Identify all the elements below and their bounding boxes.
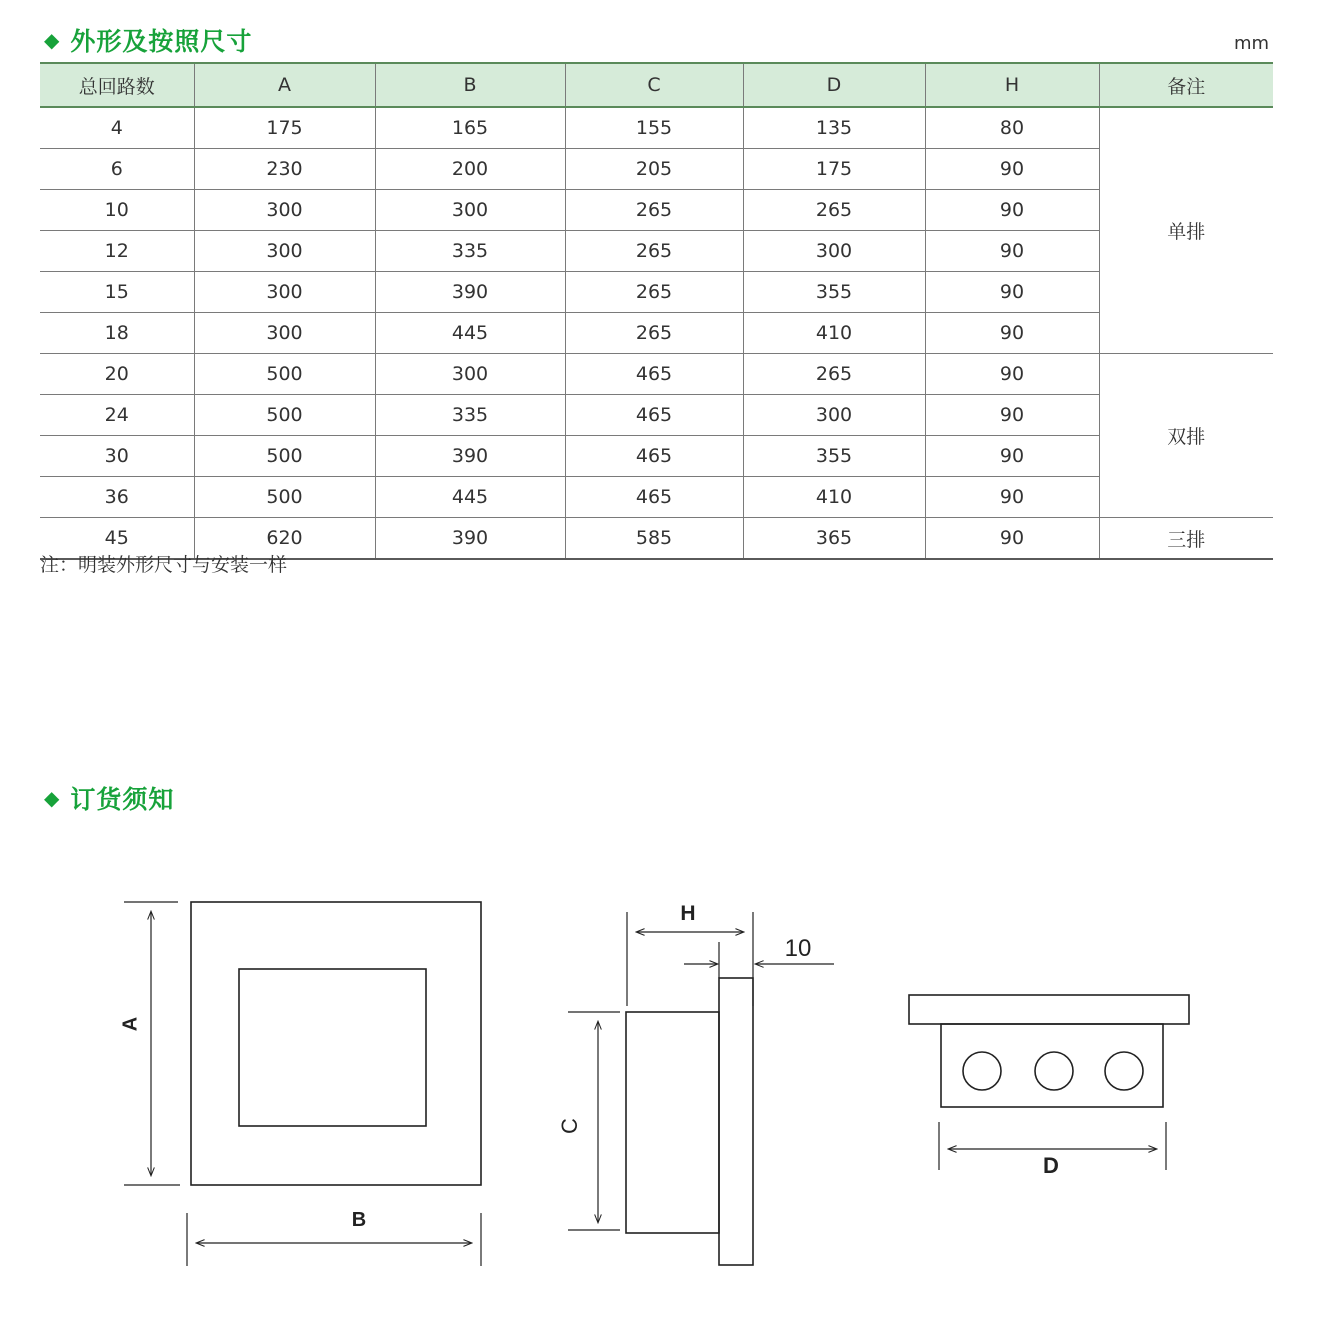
front-outer-frame	[191, 902, 481, 1185]
cell-d: 365	[743, 518, 925, 560]
cell-h: 90	[925, 272, 1099, 313]
cell-d: 135	[743, 107, 925, 149]
dimension-label-h: H	[680, 902, 696, 925]
cell-b: 200	[375, 149, 565, 190]
cell-a: 500	[194, 395, 375, 436]
diamond-bullet-icon: ◆	[44, 786, 61, 810]
cell-c: 465	[565, 436, 743, 477]
cell-d: 410	[743, 477, 925, 518]
header-h: H	[925, 63, 1099, 107]
remark-double-row: 双排	[1099, 354, 1273, 518]
cell-a: 300	[194, 272, 375, 313]
cell-circuits: 24	[40, 395, 194, 436]
section-title-text: 外形及按照尺寸	[70, 27, 253, 56]
cell-circuits: 12	[40, 231, 194, 272]
cell-d: 300	[743, 231, 925, 272]
cell-d: 410	[743, 313, 925, 354]
cell-h: 90	[925, 190, 1099, 231]
side-panel-plate	[719, 978, 753, 1265]
cell-h: 90	[925, 477, 1099, 518]
cell-h: 90	[925, 436, 1099, 477]
dimension-label-10: 10	[784, 935, 812, 962]
cell-c: 465	[565, 477, 743, 518]
cell-circuits: 36	[40, 477, 194, 518]
top-cover-plate	[909, 995, 1189, 1024]
cell-a: 500	[194, 436, 375, 477]
cell-a: 300	[194, 190, 375, 231]
cell-c: 205	[565, 149, 743, 190]
cell-a: 300	[194, 231, 375, 272]
cell-a: 300	[194, 313, 375, 354]
front-inner-panel	[239, 969, 426, 1126]
cell-h: 90	[925, 354, 1099, 395]
cell-c: 265	[565, 272, 743, 313]
cell-c: 155	[565, 107, 743, 149]
cell-a: 500	[194, 354, 375, 395]
cell-d: 355	[743, 272, 925, 313]
cell-b: 335	[375, 231, 565, 272]
cell-h: 90	[925, 231, 1099, 272]
cell-a: 500	[194, 477, 375, 518]
cell-circuits: 45	[40, 518, 194, 560]
cell-b: 445	[375, 477, 565, 518]
cell-d: 265	[743, 354, 925, 395]
cell-h: 90	[925, 395, 1099, 436]
cell-b: 390	[375, 518, 565, 560]
cell-circuits: 4	[40, 107, 194, 149]
cell-c: 465	[565, 395, 743, 436]
dimension-label-a: A	[119, 1016, 142, 1032]
header-a: A	[194, 63, 375, 107]
cell-circuits: 6	[40, 149, 194, 190]
cell-b: 390	[375, 436, 565, 477]
knockout-hole-icon	[1105, 1052, 1143, 1090]
header-b: B	[375, 63, 565, 107]
cell-d: 300	[743, 395, 925, 436]
unit-label: mm	[1234, 33, 1270, 54]
top-box-body	[941, 1024, 1163, 1107]
header-d: D	[743, 63, 925, 107]
front-view-drawing	[124, 902, 481, 1266]
cell-c: 265	[565, 190, 743, 231]
cell-c: 465	[565, 354, 743, 395]
cell-c: 585	[565, 518, 743, 560]
cell-h: 90	[925, 313, 1099, 354]
header-circuits: 总回路数	[40, 63, 194, 107]
dimension-label-c: C	[556, 1118, 582, 1134]
cell-h: 90	[925, 149, 1099, 190]
cell-b: 335	[375, 395, 565, 436]
cell-d: 355	[743, 436, 925, 477]
cell-b: 300	[375, 190, 565, 231]
header-remark: 备注	[1099, 63, 1273, 107]
cell-circuits: 10	[40, 190, 194, 231]
cell-h: 90	[925, 518, 1099, 560]
cell-circuits: 15	[40, 272, 194, 313]
cell-h: 80	[925, 107, 1099, 149]
cell-circuits: 20	[40, 354, 194, 395]
knockout-hole-icon	[963, 1052, 1001, 1090]
cell-circuits: 30	[40, 436, 194, 477]
cell-circuits: 18	[40, 313, 194, 354]
diamond-bullet-icon: ◆	[44, 28, 61, 52]
remark-triple-row: 三排	[1099, 518, 1273, 560]
cell-b: 390	[375, 272, 565, 313]
cell-a: 620	[194, 518, 375, 560]
cell-c: 265	[565, 231, 743, 272]
cell-b: 165	[375, 107, 565, 149]
cell-c: 265	[565, 313, 743, 354]
header-c: C	[565, 63, 743, 107]
knockout-hole-icon	[1035, 1052, 1073, 1090]
dimension-label-b: B	[351, 1209, 367, 1231]
top-view-drawing	[909, 995, 1189, 1170]
cell-a: 230	[194, 149, 375, 190]
table-note: 注：明装外形尺寸与安装一样	[40, 554, 288, 576]
dimension-label-d: D	[1043, 1153, 1059, 1178]
cell-a: 175	[194, 107, 375, 149]
cell-d: 175	[743, 149, 925, 190]
cell-b: 445	[375, 313, 565, 354]
side-view-drawing	[568, 912, 834, 1265]
side-box-body	[626, 1012, 719, 1233]
cell-b: 300	[375, 354, 565, 395]
cell-d: 265	[743, 190, 925, 231]
remark-single-row: 单排	[1099, 107, 1273, 354]
section-title-text: 订货须知	[70, 785, 175, 814]
